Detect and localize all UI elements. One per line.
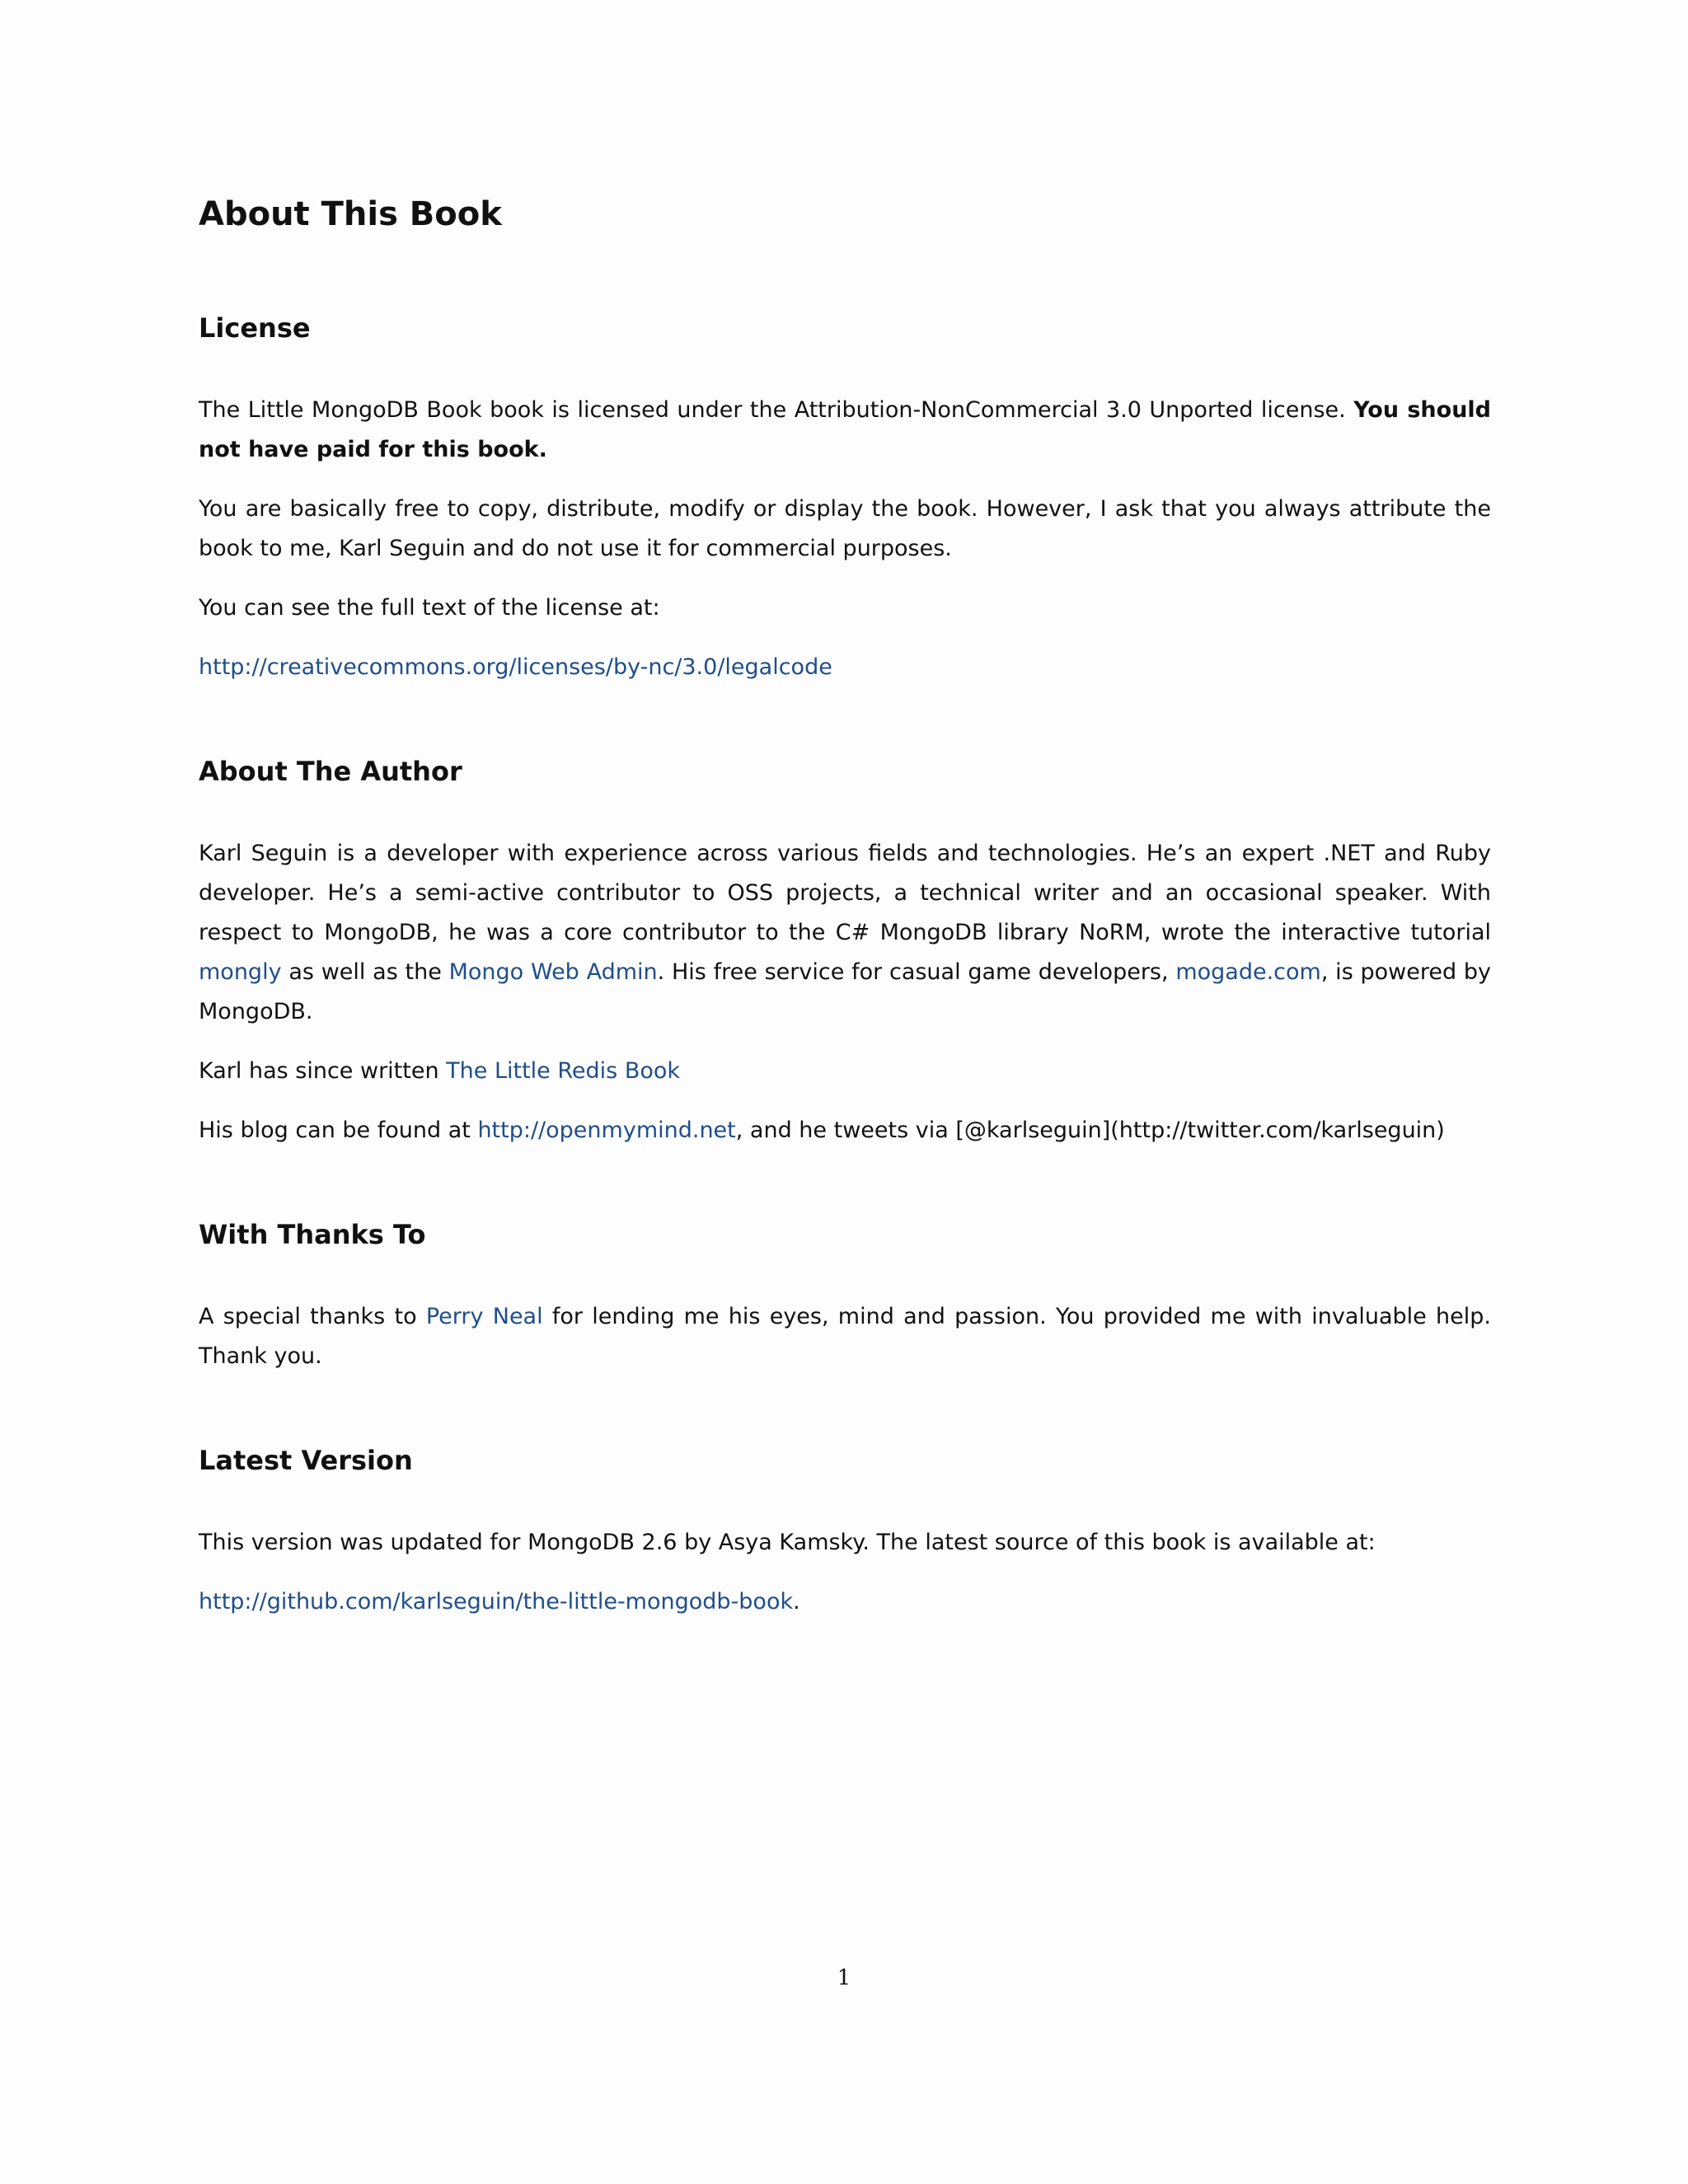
author-heading: About The Author — [199, 756, 462, 787]
page-title: About This Book — [199, 195, 502, 233]
author-section — [199, 753, 1491, 1151]
license-heading: License — [199, 312, 311, 344]
thanks-text: A special thanks to — [199, 1304, 426, 1329]
mongly-link[interactable]: mongly — [199, 959, 282, 985]
page-number: 1 — [837, 1966, 851, 1990]
latest-version-paragraph: This version was updated for MongoDB 2.6 by Asya Kamsky. The latest source of this book is available at: — [199, 1530, 1376, 1555]
author-bio-text-4: , is powered by MongoDB. — [199, 959, 1492, 1024]
license-paragraph — [199, 391, 1491, 470]
redis-book-text: Karl has since written — [199, 1058, 447, 1084]
author-bio-text: Karl Seguin is a developer with experience across various fields and technologies. He’s an expert .NET and Ruby developer. He’s a semi-active contributor to OSS projects, a technical writer and an occasional speaker. With respect to MongoDB, he was a core contributor to the C# MongoDB library NoRM, wrote the interactive tutorial — [199, 841, 1491, 945]
latest-version-heading: Latest Version — [199, 1445, 413, 1476]
thanks-text-2: for lending me his eyes, mind and passion. You provided me with invaluable help. Thank you. — [199, 1304, 1491, 1369]
github-link[interactable]: http://github.com/karlseguin/the-little-mongodb-book — [199, 1589, 794, 1615]
redis-book-link[interactable]: The Little Redis Book — [446, 1058, 681, 1084]
thanks-heading: With Thanks To — [199, 1219, 426, 1250]
blog-text: His blog can be found at — [199, 1118, 478, 1143]
license-section — [199, 310, 1491, 687]
thanks-paragraph — [199, 1297, 1491, 1376]
blog-link[interactable]: http://openmymind.net — [477, 1118, 736, 1143]
mogade-link[interactable]: mogade.com — [1175, 959, 1321, 985]
license-link[interactable]: http://creativecommons.org/licenses/by-nc/3.0/legalcode — [199, 654, 832, 680]
mongo-web-admin-link[interactable]: Mongo Web Admin — [448, 959, 658, 985]
perry-neal-link[interactable]: Perry Neal — [425, 1304, 543, 1329]
twitter-text: , and he tweets via [@karlseguin](http://twitter.com/karlseguin) — [735, 1118, 1445, 1143]
blog-paragraph — [199, 1111, 1491, 1151]
author-bio-paragraph — [199, 834, 1491, 1032]
page-content — [199, 191, 1491, 1688]
license-bold-note: You should not have paid for this book. — [199, 397, 1491, 462]
license-link-paragraph — [199, 648, 1491, 687]
author-bio-text-3: . His free service for casual game developers, — [657, 959, 1176, 985]
redis-book-paragraph — [199, 1052, 1491, 1091]
github-link-paragraph — [199, 1582, 1491, 1622]
license-text: The Little MongoDB Book book is licensed under the Attribution-NonCommercial 3.0 Unported license. — [199, 397, 1354, 423]
author-bio-text-2: as well as the — [281, 959, 449, 985]
usage-paragraph: You are basically free to copy, distribute, modify or display the book. However, I ask that you always attribute the book to me, Karl Seguin and do not use it for commercial purposes. — [199, 496, 1491, 561]
latest-version-section — [199, 1442, 1491, 1622]
github-link-period: . — [793, 1589, 800, 1615]
license-see-text: You can see the full text of the license at: — [199, 595, 660, 621]
thanks-section — [199, 1216, 1491, 1376]
